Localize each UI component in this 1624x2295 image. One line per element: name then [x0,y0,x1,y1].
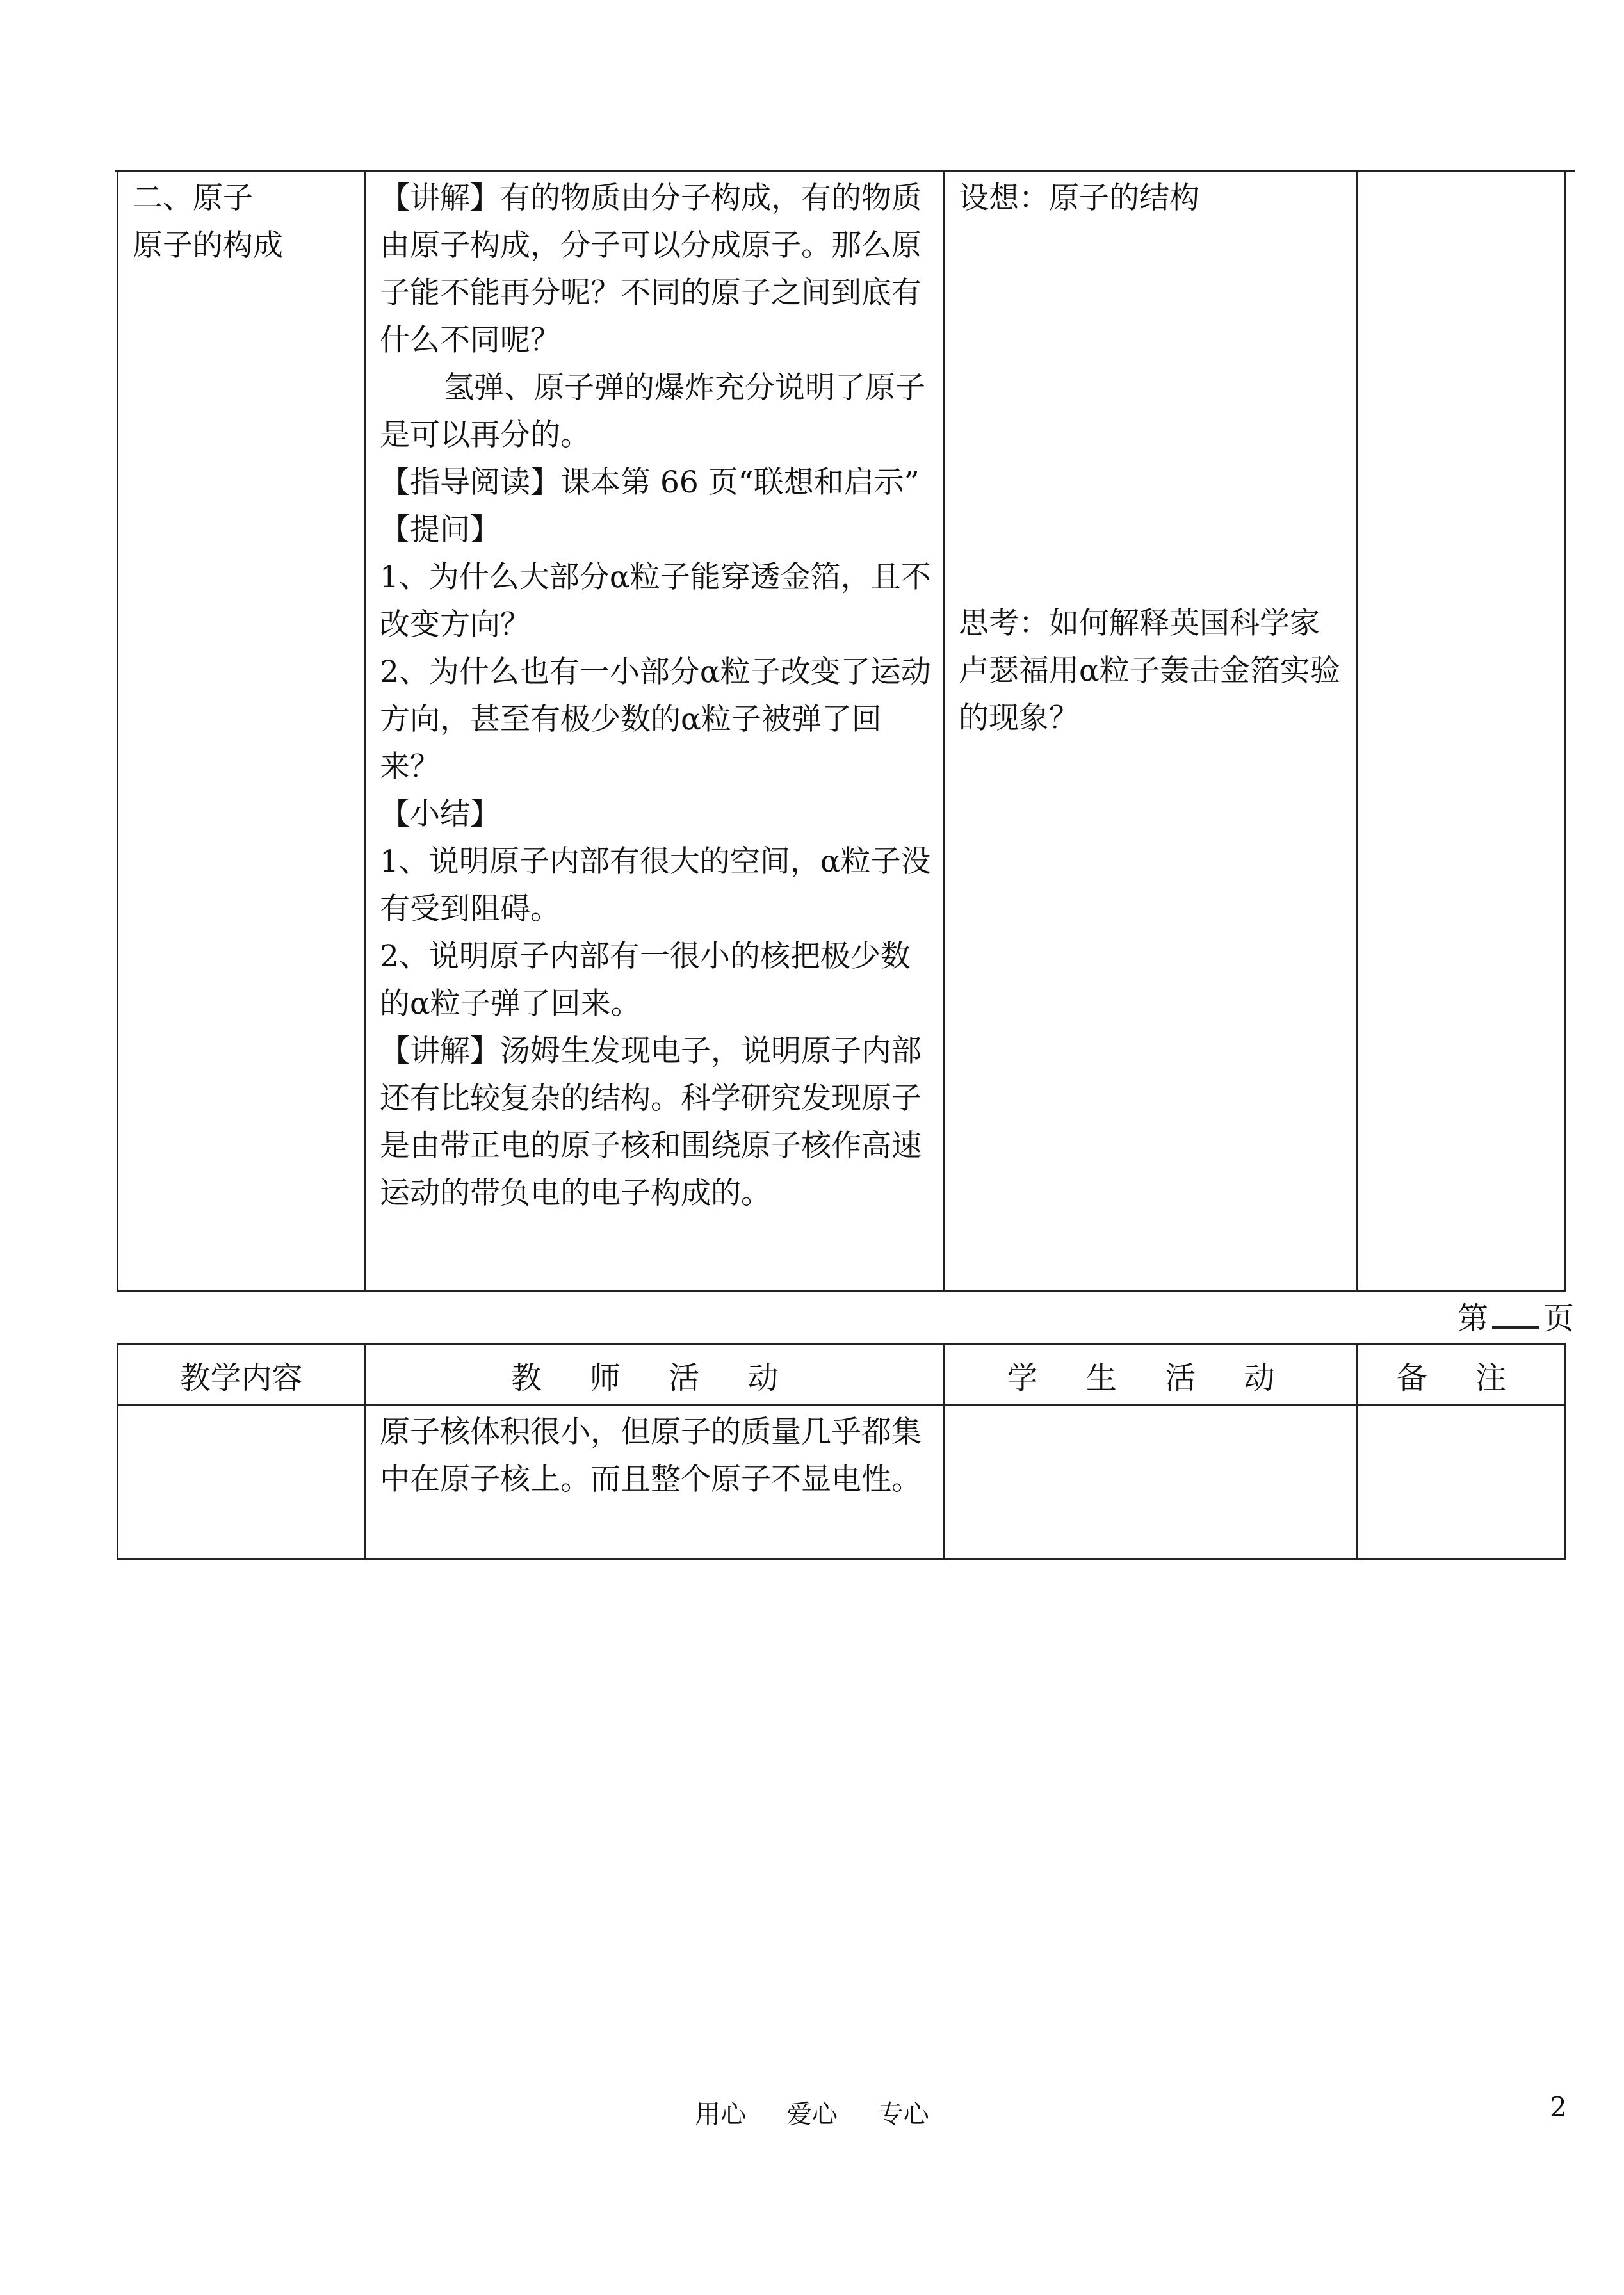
student-activity-cell [944,172,1358,1291]
teacher-activity-cell [365,172,944,1291]
teacher-para: 1、说明原子内部有很大的空间，α粒子没有受到阻碍。 [380,844,931,927]
footer-motto: 用心 爱心 专心 [695,2100,929,2129]
teacher-para: 【提问】 [380,512,500,547]
notes-cell [1358,172,1565,1291]
lesson-table-2 [117,1343,1566,1560]
content-cell [118,1406,365,1559]
header-student: 学 生 活 动 [944,1345,1358,1406]
notes-cell [1358,1406,1565,1559]
section-subtitle: 原子的构成 [133,228,283,263]
page-of-label [1458,1293,1574,1338]
teacher-para: 1、为什么大部分α粒子能穿透金箔，且不改变方向？ [380,560,931,642]
section-title: 二、原子 [133,181,253,216]
student-activity-cell [944,1406,1358,1559]
page-blank [1492,1301,1539,1329]
teacher-para: 2、说明原子内部有一很小的核把极少数的α粒子弹了回来。 [380,939,911,1021]
teacher-para: 【讲解】汤姆生发现电子，说明原子内部还有比较复杂的结构。科学研究发现原子是由带正电的原子核和围绕原子核作高速运动的带负电的电子构成的。 [380,1034,922,1211]
teacher-para: 氢弹、原子弹的爆炸充分说明了原子是可以再分的。 [380,370,925,453]
header-teacher: 教 师 活 动 [365,1345,944,1406]
teacher-para: 2、为什么也有一小部分α粒子改变了运动方向，甚至有极少数的α粒子被弹了回来？ [380,654,931,784]
header-content: 教学内容 [118,1345,365,1406]
header-notes: 备 注 [1358,1345,1565,1406]
teacher-para: 【小结】 [380,797,500,832]
student-question: 思考：如何解释英国科学家卢瑟福用α粒子轰击金箔实验的现象？ [959,606,1340,736]
teacher-para: 【讲解】有的物质由分子构成，有的物质由原子构成，分子可以分成原子。那么原子能不能再分呢？不同的原子之间到底有什么不同呢？ [380,181,922,358]
teacher-para: 原子核体积很小，但原子的质量几乎都集中在原子核上。而且整个原子不显电性。 [380,1415,922,1497]
teacher-activity-cell [365,1406,944,1559]
lesson-table-1 [117,170,1566,1292]
page-of-suffix: 页 [1543,1301,1574,1336]
teacher-para: 【指导阅读】课本第 66 页“联想和启示” [380,465,920,500]
content-cell [118,172,365,1291]
student-prompt: 设想：原子的结构 [959,181,1199,216]
page-of-prefix: 第 [1457,1301,1488,1336]
page-number: 2 [1550,2091,1567,2123]
